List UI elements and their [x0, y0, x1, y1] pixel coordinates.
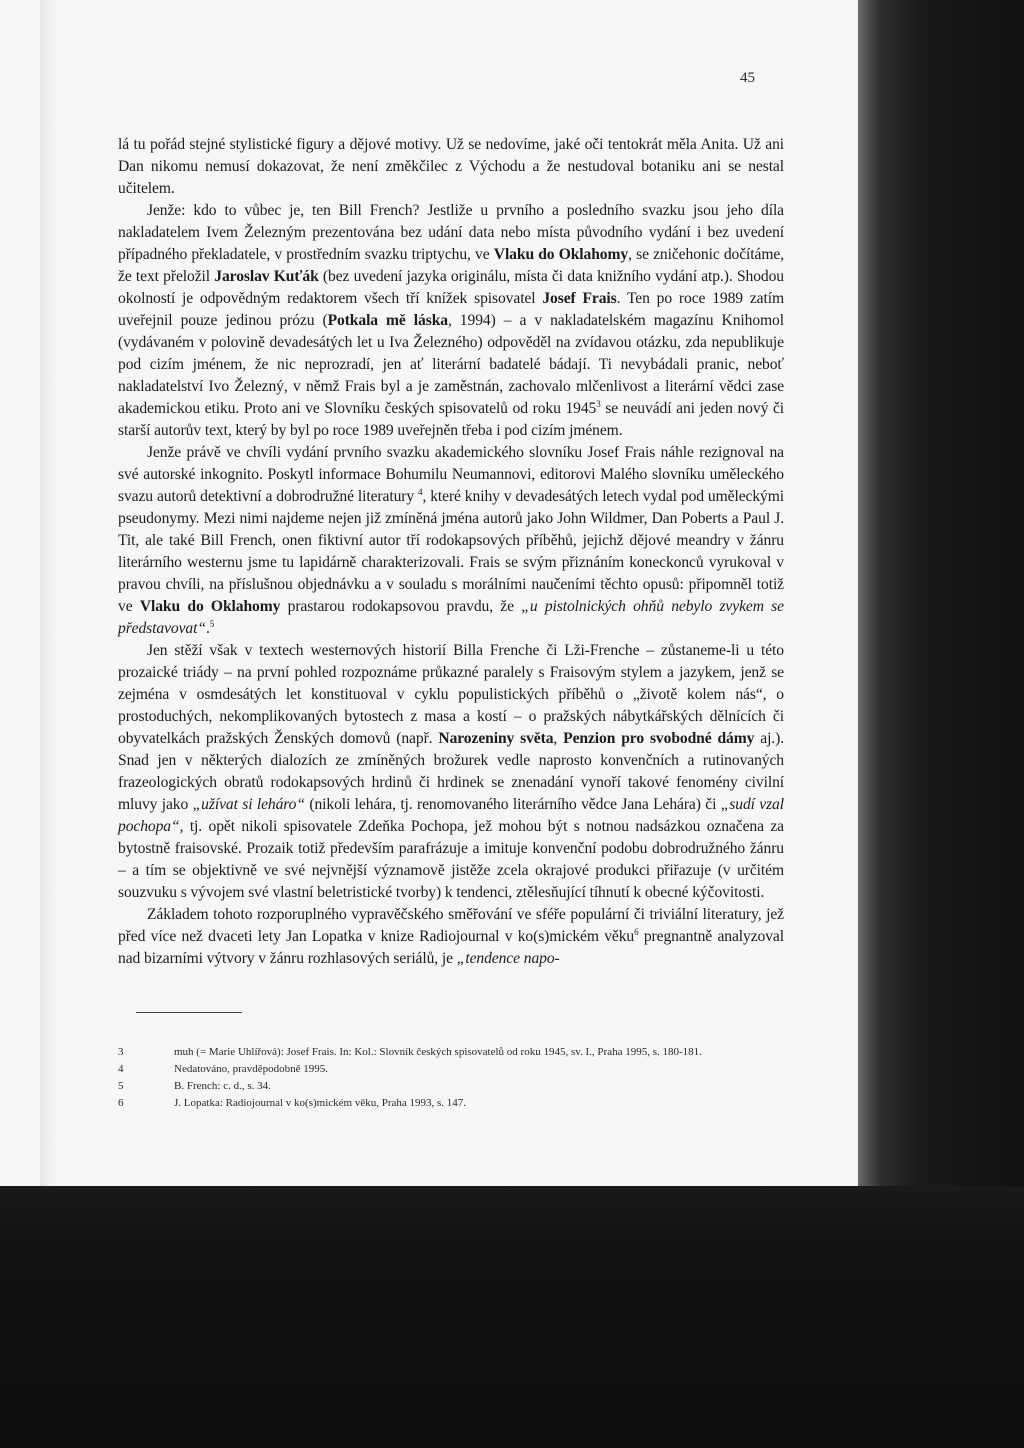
- page-left-edge: [40, 0, 58, 1186]
- footnote-text: muh (= Marie Uhlířová): Josef Frais. In: Kol.: Slovník českých spisovatelů od roku 1945, sv. I., Praha 1995, s. 180-181.: [174, 1046, 702, 1058]
- scan-background: [0, 1186, 1024, 1448]
- footnote-separator: [136, 1012, 242, 1013]
- paragraph: Jenže právě ve chvíli vydání prvního svazku akademického slovníku Josef Frais náhle rezignoval na své autorské inkognito. Poskytl informace Bohumilu Neumannovi, editorovi Malého slovníku uměleckého svazu autorů detektivní a dobrodružné literatury $^4$, které knihy v devadesátých letech vydal pod uměleckými pseudonymy. Mezi nimi najdeme nejen již zmíněná jména autorů jako John Wildmer, Dan Poberts a Paul J. Tit, ale také Bill French, onen fiktivní autor tří rodokapsových příběhů, jejichž dějové meandry v žánru literárního westernu jsme tu lapidárně charakterizovali. Frais se svým přiznáním koneckonců vyrukoval v pravou chvíli, na příslušnou objednávku a v souladu s morálními naučeními těchto opusů: připomněl totiž ve Vlaku do Oklahomy prastarou rodokapsovou pravdu, že „u pistolnických ohňů nebylo zvykem se představovat“.$^5$: [118, 444, 784, 637]
- footnotes: [118, 1044, 798, 1112]
- book-spine-shadow: [858, 0, 1024, 1190]
- footnote-text: B. French: c. d., s. 34.: [174, 1080, 271, 1092]
- paragraph: lá tu pořád stejné stylistické figury a dějové motivy. Už se nedovíme, jaké oči tentokrát měla Anita. Už ani Dan nikomu nemusí dokazovat, že není změkčilec z Východu a že nestudoval botaniku ani se nestal učitelem.: [118, 136, 784, 197]
- footnote-text: J. Lopatka: Radiojournal v ko(s)mickém věku, Praha 1993, s. 147.: [174, 1097, 467, 1109]
- footnote-number: 3: [118, 1046, 124, 1058]
- footnote-number: 5: [118, 1080, 124, 1092]
- paragraph: Základem tohoto rozporuplného vypravěčského směřování ve sféře populární či triviální literatury, jež před více než dvaceti lety Jan Lopatka v knize Radiojournal v ko(s)mickém věku$^6$ pregnantně analyzoval nad bizarními výtvory v žánru rozhlasových seriálů, je „tendence napo-: [118, 906, 784, 967]
- footnote-number: 4: [118, 1063, 124, 1075]
- footnote: [118, 1095, 798, 1112]
- page-number: 45: [740, 70, 755, 86]
- paragraph: Jenže: kdo to vůbec je, ten Bill French? Jestliže u prvního a posledního svazku jsou jeho díla nakladatelem Ivem Železným prezentována bez udání data nebo místa původního vydání i bez uvedení případného překladatele, v prostředním svazku triptychu, ve Vlaku do Oklahomy, se zničehonic dočítáme, že text přeložil Jaroslav Kuťák (bez uvedení jazyka originálu, místa či data knižního vydání atp.). Shodou okolností je odpovědným redaktorem všech tří knížek spisovatel Josef Frais. Ten po roce 1989 zatím uveřejnil pouze jedinou prózu (Potkala mě láska, 1994) – a v nakladatelském magazínu Knihomol (vydávaném v polovině devadesátých let u Iva Železného) odpověděl na zvídavou otázku, zda nepublikuje pod cizím jménem, že nic neprozradí, jen ať literární badatelé bádají. Ti nevybádali pranic, neboť nakladatelství Ivo Železný, v němž Frais byl a je zaměstnán, zachovalo mlčenlivost a literární vědci zase akademickou etiku. Proto ani ve Slovníku českých spisovatelů od roku 1945$^3$ se neuvádí ani jeden nový či starší autorův text, který by byl po roce 1989 uveřejněn třeba i pod cizím jménem.: [118, 202, 784, 439]
- footnote: [118, 1078, 798, 1095]
- footnote-text: Nedatováno, pravděpodobně 1995.: [174, 1063, 328, 1075]
- footnote: [118, 1044, 798, 1061]
- body-text: [118, 134, 784, 970]
- footnote-number: 6: [118, 1097, 124, 1109]
- paragraph: Jen stěží však v textech westernových historií Billa Frenche či Lži-Frenche – zůstaneme-li u této prozaické triády – na první pohled rozpoznáme průkazné paralely s Fraisovým stylem a jazykem, jenž se zejména v osmdesátých let konstituoval v cyklu populistických příběhů o „životě kolem nás“, o prostoduchých, nekomplikovaných bytostech z masa a kostí – o pražských nábytkářských dělnících či obyvatelkách pražských Ženských domovů (např. Narozeniny světa, Penzion pro svobodné dámy aj.). Snad jen v některých dialozích ze zmíněných brožurek vedle naprosto konvenčních a rutinovaných frazeologických obratů rodokapsových hrdinů či hrdinek se znenadání vynoří takové fenomény civilní mluvy jako „užívat si leháro“ (nikoli lehára, tj. renomovaného literárního vědce Jana Lehára) či „sudí vzal pochopa“, tj. opět nikoli spisovatele Zdeňka Pochopa, jež mohou být s notnou nadsázkou označena za bytostně fraisovské. Prozaik totiž především parafrázuje a imituje konvenční podobu dobrodružného žánru – a tím se objektivně ve své nejvnější významově jistěže zcela okrajové produkci přiřazuje (v určitém souzvuku s vývojem své vlastní beletristické tvorby) k tendenci, ztělesňující tíhnutí k obecné kýčovitosti.: [118, 642, 784, 901]
- footnote: [118, 1061, 798, 1078]
